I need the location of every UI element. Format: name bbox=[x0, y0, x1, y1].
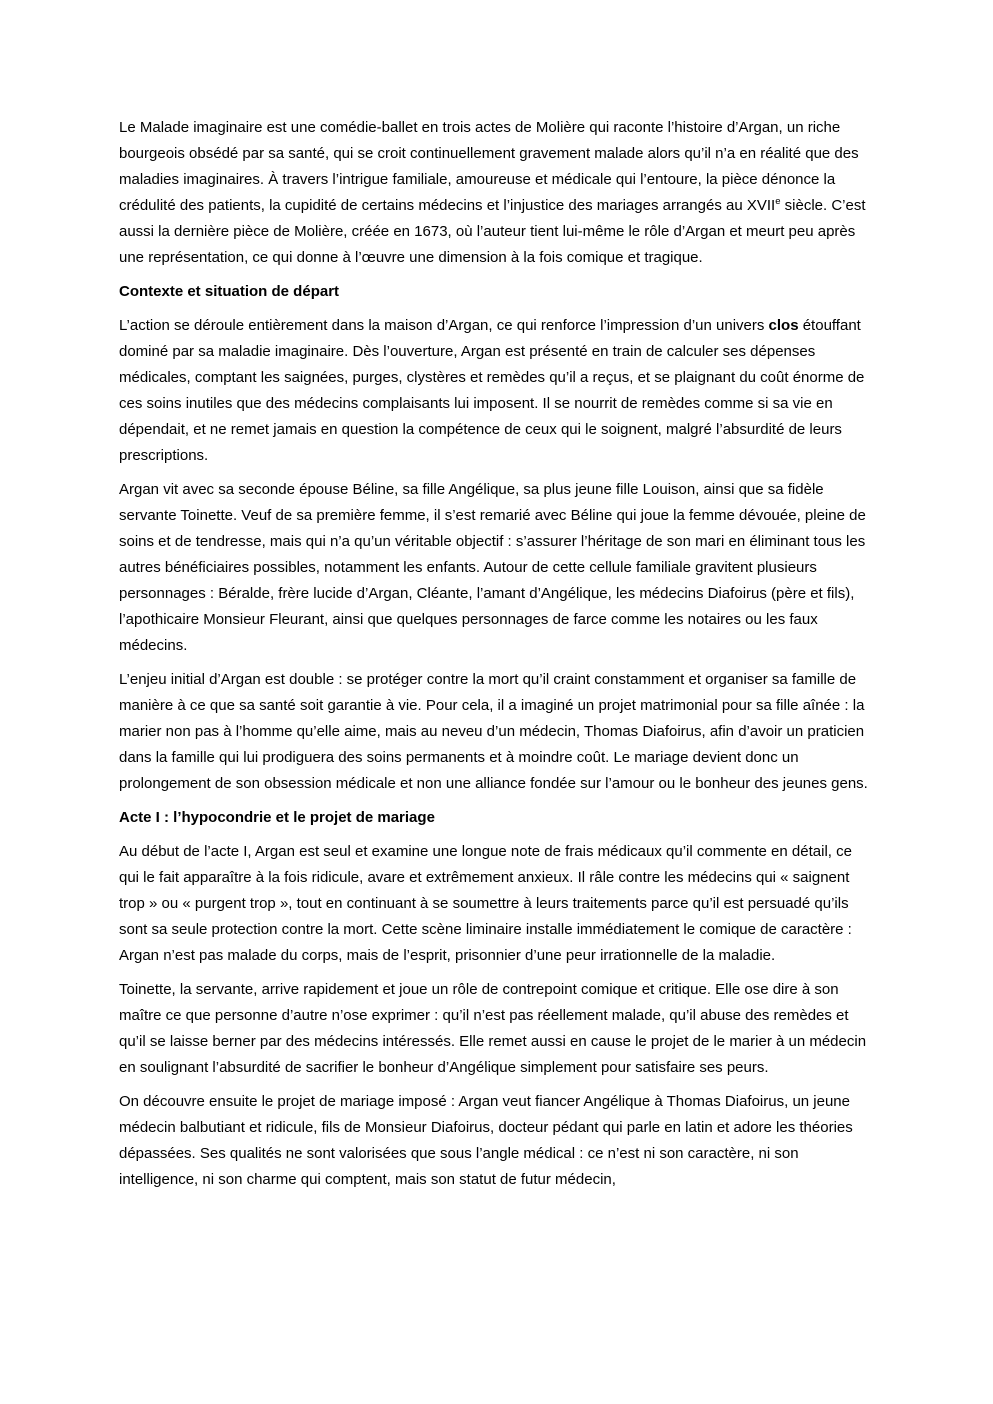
paragraph bbox=[119, 1089, 874, 1193]
text-run: L’action se déroule entièrement dans la maison d’Argan, ce qui renforce l’impression d’un univers bbox=[119, 317, 769, 334]
section-heading bbox=[119, 805, 874, 831]
text-run: Argan vit avec sa seconde épouse Béline, sa fille Angélique, sa plus jeune fille Louison, ainsi que sa fidèle servante Toinette. Veuf de sa première femme, il s’est remarié avec Béline qui joue la femme dévouée, pleine de soins et de tendresse, mais qui n’a qu’un véritable objectif : s’assurer l’héritage de son mari en éliminant tous les autres bénéficiaires possibles, notamment les enfants. Autour de cette cellule familiale gravitent plusieurs personnages : Béralde, frère lucide d’Argan, Cléante, l’amant d’Angélique, les médecins Diafoirus (père et fils), l’apothicaire Monsieur Fleurant, ainsi que quelques personnages de farce comme les notaires ou les faux médecins. bbox=[119, 481, 866, 654]
paragraph bbox=[119, 977, 874, 1081]
text-run: siècle. C’est aussi la dernière pièce de Molière, créée en 1673, où l’auteur tient lui-même le rôle d’Argan et meurt peu après une représentation, ce qui donne à l’œuvre une dimension à la fois comique et tragique. bbox=[119, 197, 866, 266]
paragraph bbox=[119, 313, 874, 469]
paragraph bbox=[119, 667, 874, 797]
text-run: On découvre ensuite le projet de mariage imposé : Argan veut fiancer Angélique à Thomas Diafoirus, un jeune médecin balbutiant et ridicule, fils de Monsieur Diafoirus, docteur pédant qui parle en latin et adore les théories dépassées. Ses qualités ne sont valorisées que sous l’angle médical : ce n’est ni son caractère, ni son intelligence, ni son charme qui comptent, mais son statut de futur médecin, bbox=[119, 1093, 853, 1188]
paragraph bbox=[119, 839, 874, 969]
text-run: L’enjeu initial d’Argan est double : se protéger contre la mort qu’il craint constamment et organiser sa famille de manière à ce que sa santé soit garantie à vie. Pour cela, il a imaginé un projet matrimonial pour sa fille aînée : la marier non pas à l’homme qu’elle aime, mais au neveu d’un médecin, Thomas Diafoirus, afin d’avoir un praticien dans la famille qui lui prodiguera des soins permanents et à moindre coût. Le mariage devient donc un prolongement de son obsession médicale et non une alliance fondée sur l’amour ou le bonheur des jeunes gens. bbox=[119, 671, 868, 792]
text-run: étouffant dominé par sa maladie imaginaire. Dès l’ouverture, Argan est présenté en train de calculer ses dépenses médicales, comptant les saignées, purges, clystères et remèdes qu’il a reçus, et se plaignant du coût énorme de ces soins inutiles que des médecins complaisants lui imposent. Il se nourrit de remèdes comme si sa vie en dépendait, et ne remet jamais en question la compétence de ceux qui le soignent, malgré l’absurdité de leurs prescriptions. bbox=[119, 317, 865, 464]
paragraph bbox=[119, 115, 874, 271]
text-run: Au début de l’acte I, Argan est seul et examine une longue note de frais médicaux qu’il commente en détail, ce qui le fait apparaître à la fois ridicule, avare et extrêmement anxieux. Il râle contre les médecins qui « saignent trop » ou « purgent trop », tout en continuant à se soumettre à leurs traitements parce qu’il est persuadé qu’ils sont sa seule protection contre la mort. Cette scène liminaire installe immédiatement le comique de caractère : Argan n’est pas malade du corps, mais de l’esprit, prisonnier d’une peur irrationnelle de la maladie. bbox=[119, 843, 852, 964]
text-run: Toinette, la servante, arrive rapidement et joue un rôle de contrepoint comique et critique. Elle ose dire à son maître ce que personne d’autre n’ose exprimer : qu’il n’est pas réellement malade, qu’il abuse des remèdes et qu’il se laisse berner par des médecins intéressés. Elle remet aussi en cause le projet de le marier à un médecin en soulignant l’absurdité de sacrifier le bonheur d’Angélique simplement pour satisfaire ses peurs. bbox=[119, 981, 867, 1076]
document-body bbox=[119, 115, 874, 1193]
text-run: Contexte et situation de départ bbox=[119, 283, 340, 300]
text-run: Le Malade imaginaire est une comédie-ballet en trois actes de Molière qui raconte l’histoire d’Argan, un riche bourgeois obsédé par sa santé, qui se croit continuellement gravement malade alors qu’il n’a en réalité que des maladies imaginaires. À travers l’intrigue familiale, amoureuse et médicale qui l’entoure, la pièce dénonce la crédulité des patients, la cupidité de certains médecins et l’injustice des mariages arrangés au XVII bbox=[119, 119, 859, 214]
superscript-text: e bbox=[775, 196, 781, 207]
bold-text-run: clos bbox=[768, 317, 799, 334]
text-run: Acte I : l’hypocondrie et le projet de mariage bbox=[119, 809, 435, 826]
paragraph bbox=[119, 477, 874, 659]
section-heading bbox=[119, 279, 874, 305]
